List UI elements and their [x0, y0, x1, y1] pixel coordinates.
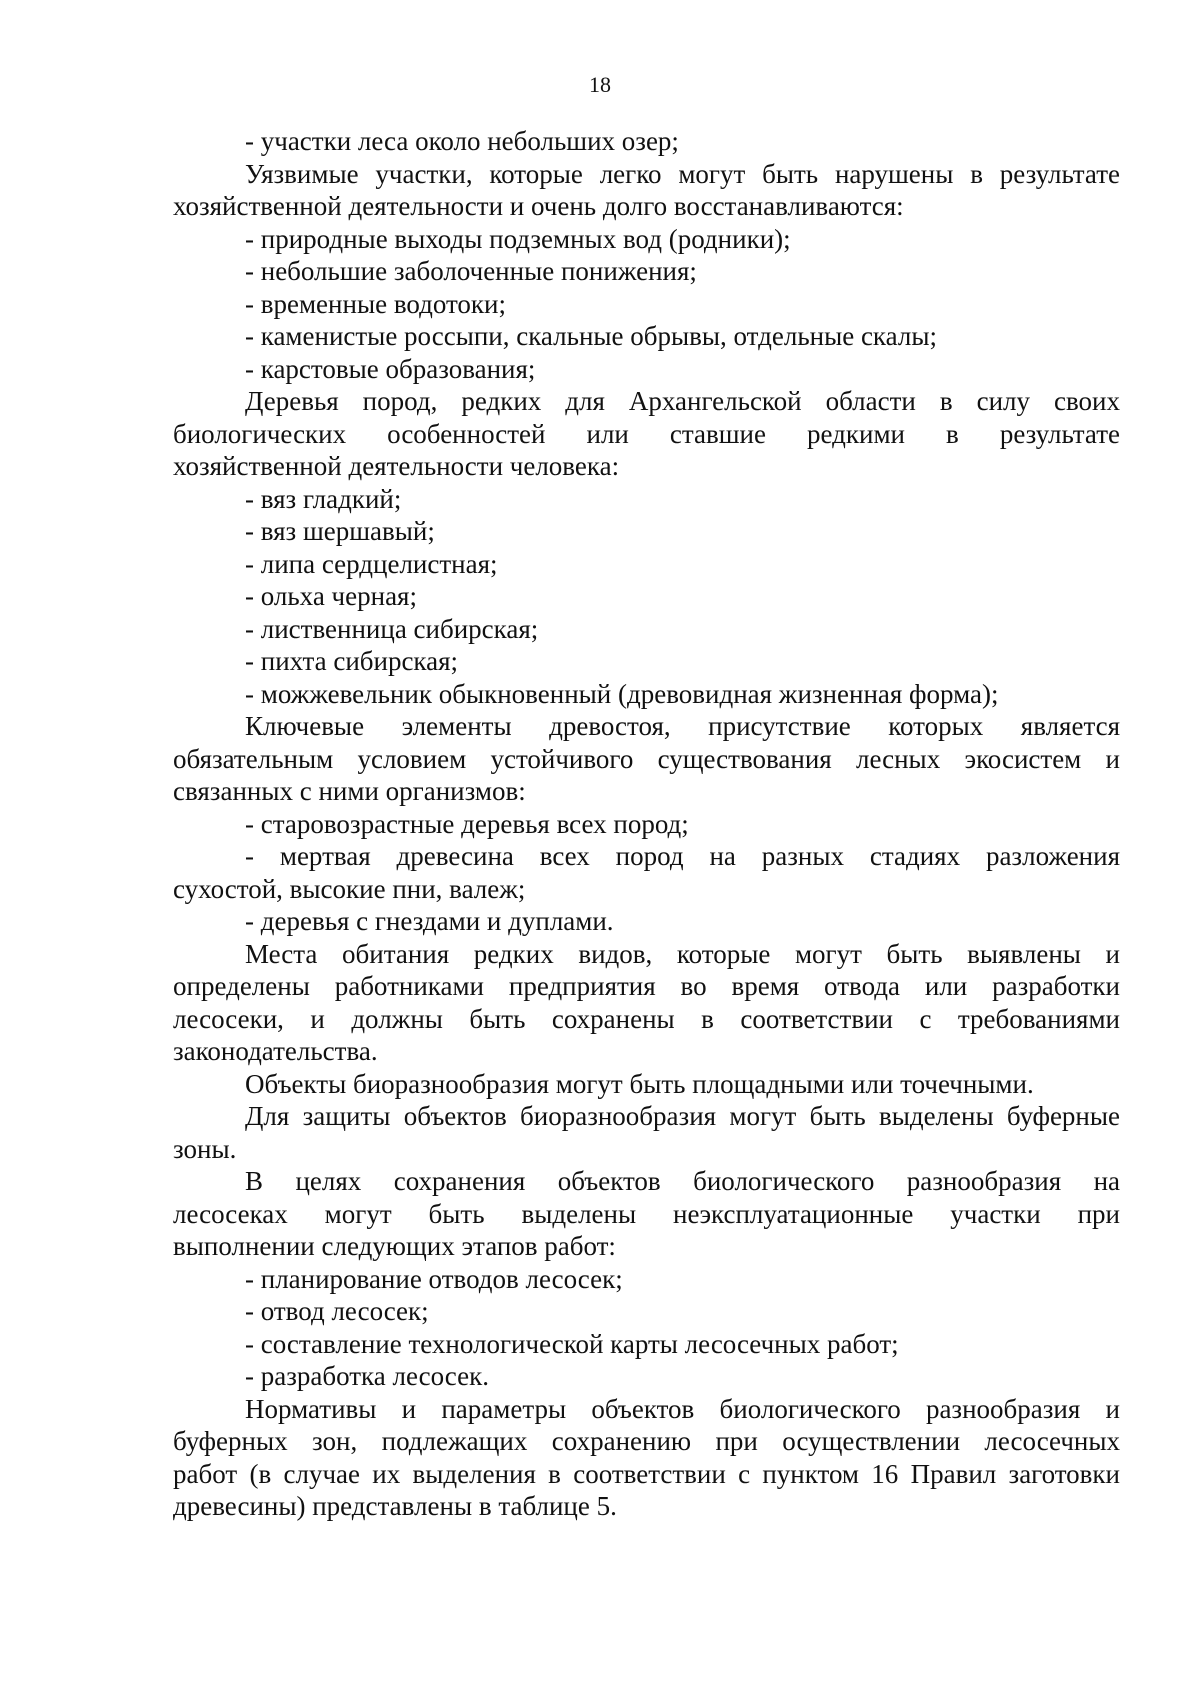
text-line: - разработка лесосек. — [245, 1361, 489, 1391]
text-line: - липа сердцелистная; — [245, 548, 498, 579]
text-line: - каменистые россыпи, скальные обрывы, отдельные скалы; — [245, 321, 937, 351]
text-line: сухостой, высокие пни, валеж; — [173, 873, 526, 904]
text-line: выполнении следующих этапов работ: — [173, 1231, 616, 1261]
text-line: лесосеки, и должны быть сохранены в соответствии с требованиями — [173, 1003, 1120, 1034]
text-line: - можжевельник обыкновенный (древовидная жизненная форма); — [245, 678, 999, 709]
text-line: - ольха черная; — [245, 581, 417, 611]
text-line: Уязвимые участки, которые легко могут быть нарушены в результате — [245, 158, 1120, 189]
text-line: биологических особенностей или ставшие редкими в результате — [173, 418, 1120, 449]
text-line: Для защиты объектов биоразнообразия могут быть выделены буферные — [245, 1101, 1120, 1131]
document-body — [173, 125, 1120, 1523]
text-line: - участки леса около небольших озер; — [245, 126, 679, 156]
text-line: - вяз шершавый; — [245, 516, 435, 546]
text-line: обязательным условием устойчивого существования лесных экосистем и — [173, 743, 1120, 774]
text-line: - мертвая древесина всех пород на разных стадиях разложения — [245, 841, 1120, 871]
text-line: работ (в случае их выделения в соответствии с пунктом 16 Правил заготовки — [173, 1458, 1120, 1489]
text-line: лесосеках могут быть выделены неэксплуатационные участки при — [173, 1198, 1120, 1229]
text-line: - составление технологической карты лесосечных работ; — [245, 1328, 899, 1359]
text-line: В целях сохранения объектов биологического разнообразия на — [245, 1166, 1120, 1196]
text-line: - вяз гладкий; — [245, 483, 402, 514]
text-line: Деревья пород, редких для Архангельской области в силу своих — [245, 386, 1120, 416]
text-line: - пихта сибирская; — [245, 646, 459, 676]
text-line: - временные водотоки; — [245, 288, 506, 319]
text-line: - отвод лесосек; — [245, 1296, 429, 1326]
page-number: 18 — [589, 72, 611, 97]
text-line: - старовозрастные деревья всех пород; — [245, 808, 689, 839]
text-line: хозяйственной деятельности и очень долго восстанавливаются: — [173, 191, 904, 221]
text-line: - деревья с гнездами и дуплами. — [245, 906, 614, 936]
text-line: древесины) представлены в таблице 5. — [173, 1491, 617, 1521]
text-line: буферных зон, подлежащих сохранению при осуществлении лесосечных — [173, 1426, 1120, 1456]
text-line: Нормативы и параметры объектов биологического разнообразия и — [245, 1393, 1120, 1424]
text-line: Объекты биоразнообразия могут быть площадными или точечными. — [245, 1068, 1034, 1099]
text-line: - лиственница сибирская; — [245, 613, 539, 644]
text-line: хозяйственной деятельности человека: — [173, 451, 620, 481]
text-line: - планирование отводов лесосек; — [245, 1263, 623, 1294]
text-line: - природные выходы подземных вод (родники); — [245, 223, 791, 254]
text-line: связанных с ними организмов: — [173, 776, 526, 806]
text-line: Места обитания редких видов, которые могут быть выявлены и — [245, 938, 1120, 969]
text-line: - небольшие заболоченные понижения; — [245, 256, 697, 286]
text-line: законодательства. — [173, 1036, 378, 1066]
text-line: Ключевые элементы древостоя, присутствие которых является — [245, 711, 1120, 741]
text-line: определены работниками предприятия во время отвода или разработки — [173, 971, 1120, 1001]
text-line: - карстовые образования; — [245, 353, 536, 384]
text-line: зоны. — [173, 1133, 237, 1164]
